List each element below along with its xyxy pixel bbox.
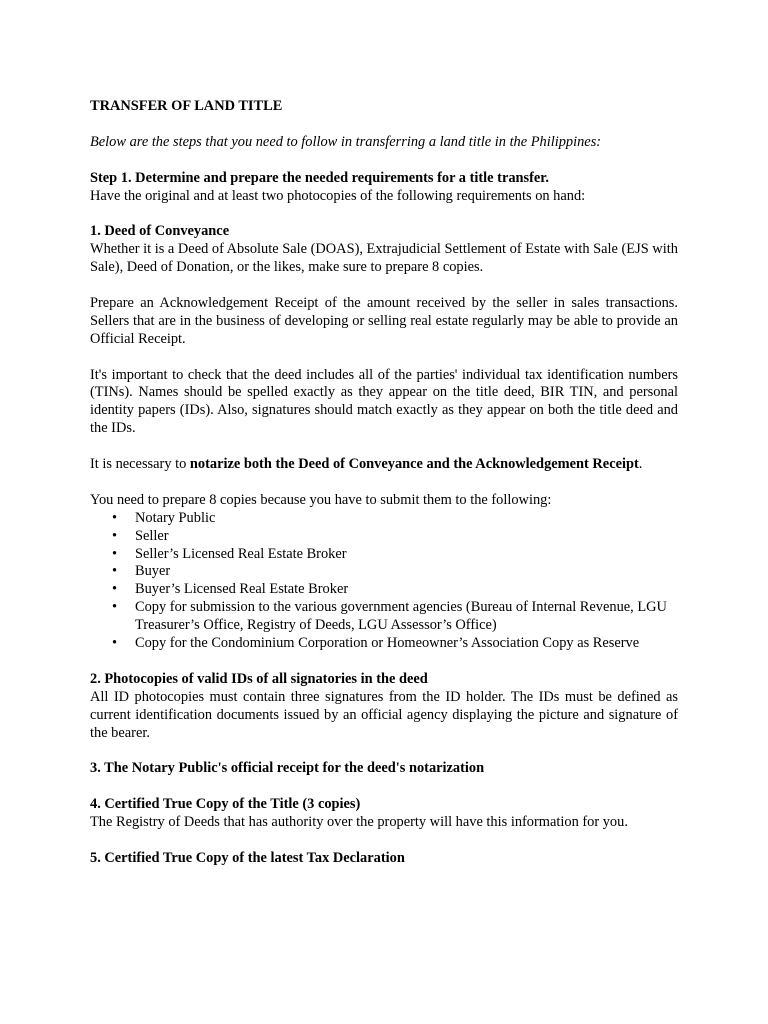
notarize-post: . [638,456,643,473]
section1-heading: 1. Deed of Conveyance [90,223,230,240]
list-item: • Buyer [90,563,678,581]
section3-heading: 3. The Notary Public's official receipt for the deed's notarization [90,760,485,777]
notarize-bold: notarize both the Deed of Conveyance and the Acknowledgement Receipt [189,456,639,473]
notarize-paragraph [90,456,678,474]
list-item: • Buyer’s Licensed Real Estate Broker [90,581,678,599]
section4-text: The Registry of Deeds that has authority over the property will have this information for you. [90,814,628,831]
list-item: • Seller [90,528,678,546]
section5-heading: 5. Certified True Copy of the latest Tax Declaration [90,849,405,866]
section1-para1: Whether it is a Deed of Absolute Sale (DOAS), Extrajudicial Settlement of Estate with Sale (EJS with Sale), Deed of Donation, or the likes, make sure to prepare 8 copies. [90,241,678,276]
list-item: • Notary Public [90,510,678,528]
step1-heading: Step 1. Determine and prepare the needed requirements for a title transfer. [90,169,549,186]
list-item: • Copy for the Condominium Corporation or Homeowner’s Association Copy as Reserve [90,635,678,653]
section2-heading: 2. Photocopies of valid IDs of all signatories in the deed [90,670,428,687]
section1-para2: Prepare an Acknowledgement Receipt of the amount received by the seller in sales transactions. Sellers that are in the business of developing or selling real estate regularly may be able to provide an Official Receipt. [90,294,678,347]
list-item: • Seller’s Licensed Real Estate Broker [90,546,678,564]
document-page [90,98,678,868]
section2-text: All ID photocopies must contain three signatures from the ID holder. The IDs must be defined as current identification documents issued by an official agency displaying the picture and signature of the bearer. [90,688,678,741]
document-title: TRANSFER OF LAND TITLE [90,98,283,114]
step1-text: Have the original and at least two photocopies of the following requirements on hand: [90,187,586,204]
intro-text: Below are the steps that you need to follow in transferring a land title in the Philippines: [90,133,602,150]
copies-list [90,510,678,653]
notarize-pre: It is necessary to [90,456,190,473]
section4-heading: 4. Certified True Copy of the Title (3 copies) [90,796,361,813]
copies-list-intro: You need to prepare 8 copies because you have to submit them to the following: [90,491,552,508]
list-item: • Copy for submission to the various government agencies (Bureau of Internal Revenue, LGU Treasurer’s Office, Registry of Deeds, LGU Assessor’s Office) [90,599,678,635]
section1-para3: It's important to check that the deed includes all of the parties' individual tax identification numbers (TINs). Names should be spelled exactly as they appear on the title deed, BIR TIN, and personal identity papers (IDs). Also, signatures should match exactly as they appear on both the title deed and the IDs. [90,366,678,437]
